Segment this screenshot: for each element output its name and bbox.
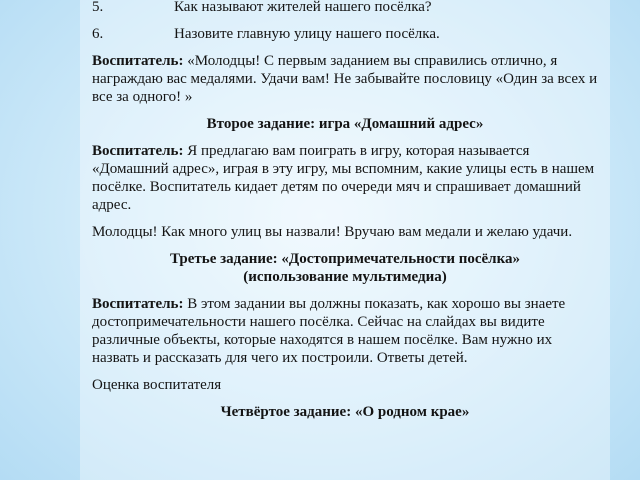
question-number: 6. xyxy=(92,26,104,42)
paragraph-home-address-game xyxy=(92,142,598,214)
question-text: Как называют жителей нашего посёлка? xyxy=(174,0,432,15)
section-heading-second-task: Второе задание: игра «Домашний адрес» xyxy=(206,116,484,132)
heading-line: (использование мультимедиа) xyxy=(243,269,447,285)
document-page xyxy=(80,0,610,480)
heading-line: Третье задание: «Достопримечательности посёлка» xyxy=(169,251,521,267)
paragraph-praise-first-task xyxy=(92,52,598,106)
question-number: 5. xyxy=(92,0,104,15)
speaker-label: Воспитатель: xyxy=(92,143,184,159)
paragraph-teacher-evaluation: Оценка воспитателя xyxy=(92,377,222,393)
question-text: Назовите главную улицу нашего посёлка. xyxy=(174,26,440,42)
paragraph-landmarks-task xyxy=(92,295,598,367)
document-body xyxy=(92,0,598,430)
paragraph-praise-streets: Молодцы! Как много улиц вы назвали! Вручаю вам медали и желаю удачи. xyxy=(92,224,573,240)
question-item-6 xyxy=(92,25,598,43)
section-heading-fourth-task: Четвёртое задание: «О родном крае» xyxy=(220,404,470,420)
speaker-label: Воспитатель: xyxy=(92,53,184,69)
speaker-label: Воспитатель: xyxy=(92,296,184,312)
paragraph-text: «Молодцы! С первым заданием вы справились отлично, я награждаю вас медалями. Удачи вам! Не забывайте пословицу «Один за всех и все за одного! » xyxy=(92,53,598,105)
paragraph-text: В этом задании вы должны показать, как хорошо вы знаете достопримечательности нашего посёлка. Сейчас на слайдах вы видите различные объекты, которые находятся в нашем посёлке. Вам нужно их назвать и рассказать для чего их построили. Ответы детей. xyxy=(92,296,566,366)
question-item-5 xyxy=(92,0,598,16)
paragraph-text: Я предлагаю вам поиграть в игру, которая называется «Домашний адрес», играя в эту игру, мы вспомним, какие улицы есть в нашем посёлке. Воспитатель кидает детям по очереди мяч и спрашивает домашний адрес. xyxy=(92,143,595,213)
section-heading-third-task xyxy=(92,250,598,286)
